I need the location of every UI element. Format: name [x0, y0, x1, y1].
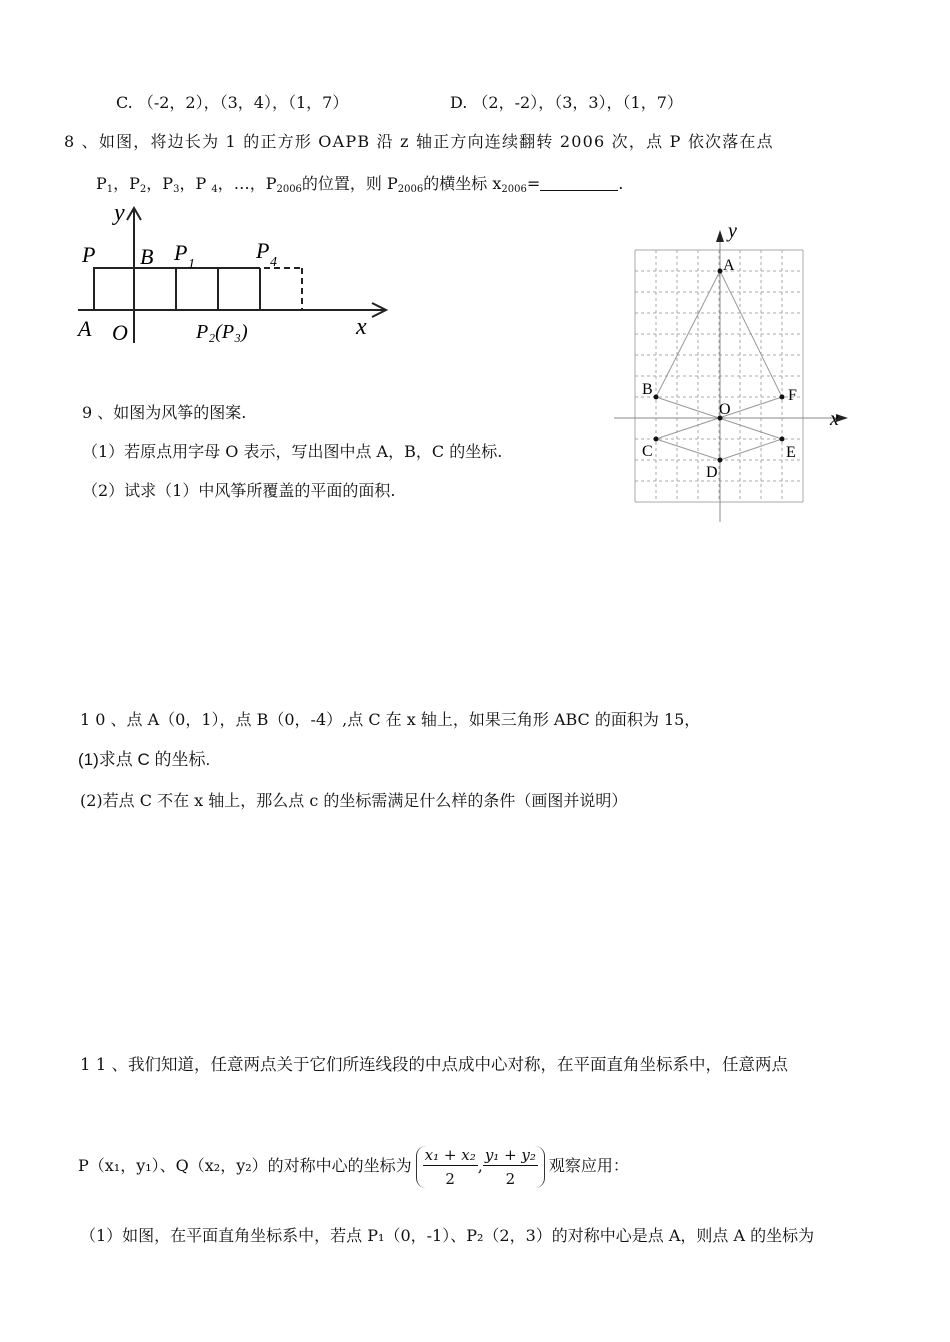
q9-label-y: y — [728, 220, 737, 242]
q9-point-d — [718, 458, 723, 463]
q11-text-line2 — [78, 1138, 629, 1194]
q10-part1: (1)求点 C 的坐标. — [78, 750, 211, 769]
q8-label-p4-sub: 4 — [270, 255, 277, 270]
q7-option-d: D. （2，-2），（3，3），（1，7） — [450, 93, 683, 112]
q8-square-oapb — [94, 268, 134, 310]
q9-label-a: A — [723, 257, 735, 274]
q8-label-b: B — [140, 244, 154, 269]
q8-square-flip-figure — [74, 200, 394, 350]
q8-label-o: O — [112, 320, 128, 345]
q8-label-p1-sub: 1 — [188, 257, 195, 272]
q9-kite-figure — [614, 218, 854, 524]
q9-label-e: E — [786, 444, 796, 461]
q11-frac-y: $\frac{\text{y₁ + y₂}}{2}$ — [484, 1145, 536, 1188]
q9-point-f — [780, 395, 785, 400]
q9-part2: （2）试求（1）中风筝所覆盖的平面的面积. — [82, 481, 396, 500]
q9-label-c: C — [642, 443, 653, 460]
q9-label-f: F — [788, 387, 797, 404]
q9-label-b: B — [642, 381, 653, 398]
q9-label-o: O — [719, 401, 731, 418]
q8-label-p2p3: P₂(P₃) — [196, 321, 248, 343]
q9-label-d: D — [706, 464, 718, 481]
q10-text-line1: 1 0 、点 A（0，1），点 B（0，-4）,点 C 在 x 轴上，如果三角形 ABC 的面积为 15， — [80, 710, 701, 729]
q8-label-a: A — [78, 316, 92, 341]
q11-midpoint-formula: $\frac{\text{x₁ + x₂}}{2}$ , $\frac{\text{y₁ + y₂}}{2}$ — [416, 1146, 545, 1188]
q8-label-p1: P — [174, 240, 188, 265]
q11-line2-before: P（x₁，y₁）、Q（x₂，y₂）的对称中心的坐标为 — [78, 1156, 412, 1175]
q9-label-x: x — [830, 408, 839, 430]
q8-label-y: y — [114, 200, 125, 226]
q9-title: 9 、如图为风筝的图案. — [82, 403, 247, 422]
q11-line2-after: 观察应用： — [548, 1156, 629, 1175]
q8-text-line1: 8 、如图，将边长为 1 的正方形 OAPB 沿 z 轴正方向连续翻转 2006 次，点 P 依次落在点 — [64, 132, 774, 151]
q11-frac-x: $\frac{\text{x₁ + x₂}}{2}$ — [424, 1145, 476, 1188]
q8-text-line2: $P_1$，$P_2$，$P_3$，P $_4$，…，$P_{2006}$的位置，则 $P_{2006}$的横坐标 $x_{2006}=$ . — [96, 174, 624, 195]
q8-label-p: P — [82, 242, 96, 267]
q8-label-x: x — [356, 314, 367, 340]
q8-label-p4: P — [256, 238, 270, 263]
q11-part1: （1）如图，在平面直角坐标系中，若点 P₁（0，-1）、P₂（2，3）的对称中心是点 A，则点 A 的坐标为 — [80, 1226, 815, 1245]
q10-part2: (2)若点 C 不在 x 轴上，那么点 c 的坐标需满足什么样的条件（画图并说明） — [80, 791, 628, 810]
q9-point-a — [718, 269, 723, 274]
q9-point-e — [780, 437, 785, 442]
q11-text-line1: 1 1 、我们知道，任意两点关于它们所连线段的中点成中心对称，在平面直角坐标系中，任意两点 — [80, 1055, 788, 1074]
q9-grid — [635, 250, 803, 502]
q9-point-c — [654, 437, 659, 442]
answer-blank — [540, 176, 618, 191]
q9-part1: （1）若原点用字母 O 表示，写出图中点 A，B，C 的坐标. — [82, 442, 503, 461]
q9-point-b — [654, 395, 659, 400]
q7-option-c: C. （-2，2），（3，4），（1，7） — [116, 93, 349, 112]
q9-y-arrow — [716, 230, 724, 242]
